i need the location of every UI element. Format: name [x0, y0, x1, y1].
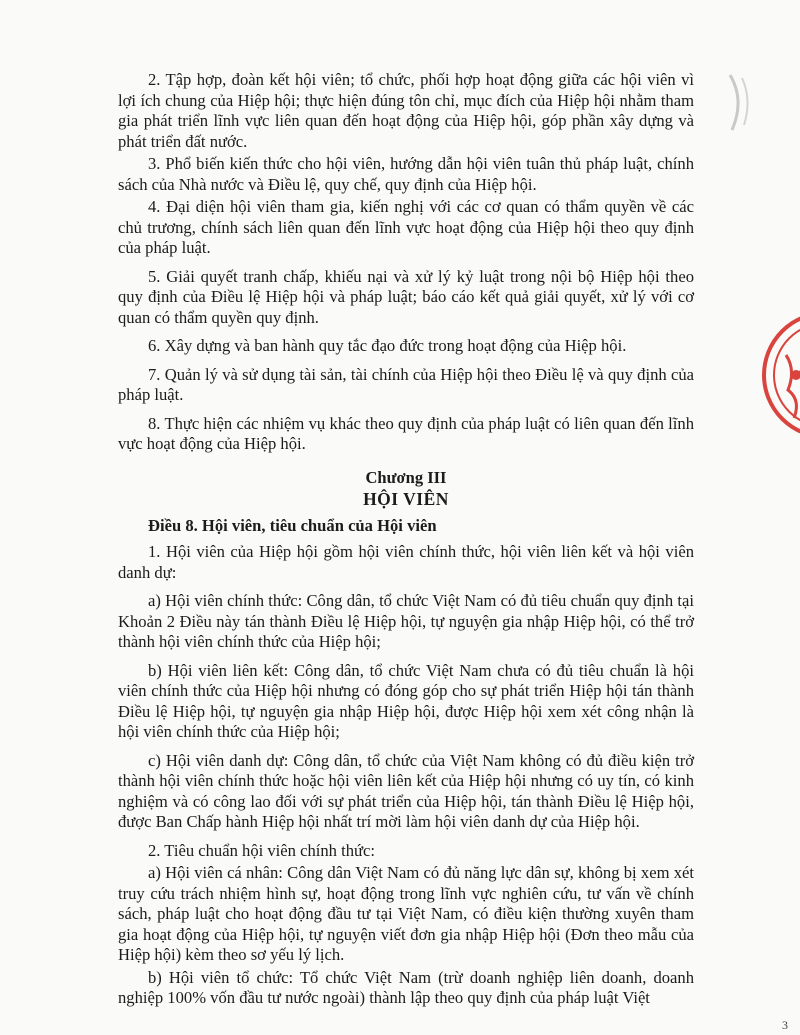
faint-stamp-mark: [720, 70, 760, 140]
clause-2b: b) Hội viên tổ chức: Tổ chức Việt Nam (trừ doanh nghiệp liên doanh, doanh nghiệp 100% vốn đầu tư nước ngoài) thành lập theo quy định của pháp luật Việt: [118, 967, 694, 1007]
page-number: 3: [782, 1018, 788, 1032]
clause-1b: b) Hội viên liên kết: Công dân, tổ chức Việt Nam chưa có đủ tiêu chuẩn là hội viên chính thức của Hiệp hội nhưng có đóng góp cho sự phát triển Hiệp hội tán thành Điều lệ Hiệp hội, tự nguyện gia nhập Hiệp hội, được Hiệp hội xem xét công nhận là hội viên chính thức của Hiệp hội;: [118, 660, 694, 741]
paragraph-item-2: 2. Tập hợp, đoàn kết hội viên; tổ chức, phối hợp hoạt động giữa các hội viên vì lợi ích chung của Hiệp hội; thực hiện đúng tôn chỉ, mục đích của Hiệp hội nhằm tham gia phát triển lĩnh vực liên quan đến hoạt động của Hiệp hội, góp phần xây dựng và phát triển đất nước.: [118, 70, 694, 151]
clause-2: 2. Tiêu chuẩn hội viên chính thức:: [148, 840, 375, 860]
clause-2a: a) Hội viên cá nhân: Công dân Việt Nam có đủ năng lực dân sự, không bị xem xét truy cứu trách nhiệm hình sự, hoạt động trong lĩnh vực nghiên cứu, tư vấn về chính sách, pháp luật cho hoạt động đầu tư tại Việt Nam, có điều kiện thường xuyên tham gia hoạt động của Hiệp hội, tự nguyện viết đơn gia nhập Hiệp hội (Đơn theo mẫu của Hiệp hội) kèm theo sơ yếu lý lịch.: [118, 863, 694, 964]
paragraph-item-3: 3. Phổ biến kiến thức cho hội viên, hướng dẫn hội viên tuân thủ pháp luật, chính sách của Nhà nước và Điều lệ, quy chế, quy định của Hiệp hội.: [118, 154, 694, 194]
paragraph-item-5: 5. Giải quyết tranh chấp, khiếu nại và xử lý kỷ luật trong nội bộ Hiệp hội theo quy định của Điều lệ Hiệp hội và pháp luật; báo cáo kết quả giải quyết, xử lý với cơ quan có thẩm quyền quy định.: [118, 266, 694, 327]
article-heading: Điều 8. Hội viên, tiêu chuẩn của Hội viên: [148, 515, 437, 535]
clause-1a: a) Hội viên chính thức: Công dân, tổ chức Việt Nam có đủ tiêu chuẩn quy định tại Khoản 2 Điều này tán thành Điều lệ Hiệp hội, tự nguyện gia nhập Hiệp hội, có thể trở thành hội viên chính thức của Hiệp hội;: [118, 591, 694, 651]
document-body: [118, 70, 694, 1011]
chapter-heading: Chương III: [365, 467, 447, 487]
paragraph-item-6: 6. Xây dựng và ban hành quy tắc đạo đức trong hoạt động của Hiệp hội.: [148, 336, 627, 355]
paragraph-item-8: 8. Thực hiện các nhiệm vụ khác theo quy định của pháp luật có liên quan đến lĩnh vực hoạt động của Hiệp hội.: [118, 413, 694, 453]
clause-1: 1. Hội viên của Hiệp hội gồm hội viên chính thức, hội viên liên kết và hội viên danh dự:: [118, 542, 694, 582]
paragraph-item-7: 7. Quản lý và sử dụng tài sản, tài chính của Hiệp hội theo Điều lệ và quy định của pháp luật.: [118, 364, 694, 404]
paragraph-item-4: 4. Đại diện hội viên tham gia, kiến nghị với các cơ quan có thẩm quyền về các chủ trương, chính sách liên quan đến lĩnh vực hoạt động của Hiệp hội theo quy định của pháp luật.: [118, 197, 694, 257]
clause-1c: c) Hội viên danh dự: Công dân, tổ chức của Việt Nam không có đủ điều kiện trở thành hội viên chính thức hoặc hội viên liên kết của Hiệp hội nhưng có uy tín, có kinh nghiệm và có công lao đối với sự phát triển của Hiệp hội, tán thành Điều lệ Hiệp hội, được Ban Chấp hành Hiệp hội nhất trí mời làm hội viên danh dự của Hiệp hội.: [118, 750, 694, 831]
red-seal-stamp: [756, 300, 800, 450]
chapter-title: HỘI VIÊN: [363, 488, 449, 509]
